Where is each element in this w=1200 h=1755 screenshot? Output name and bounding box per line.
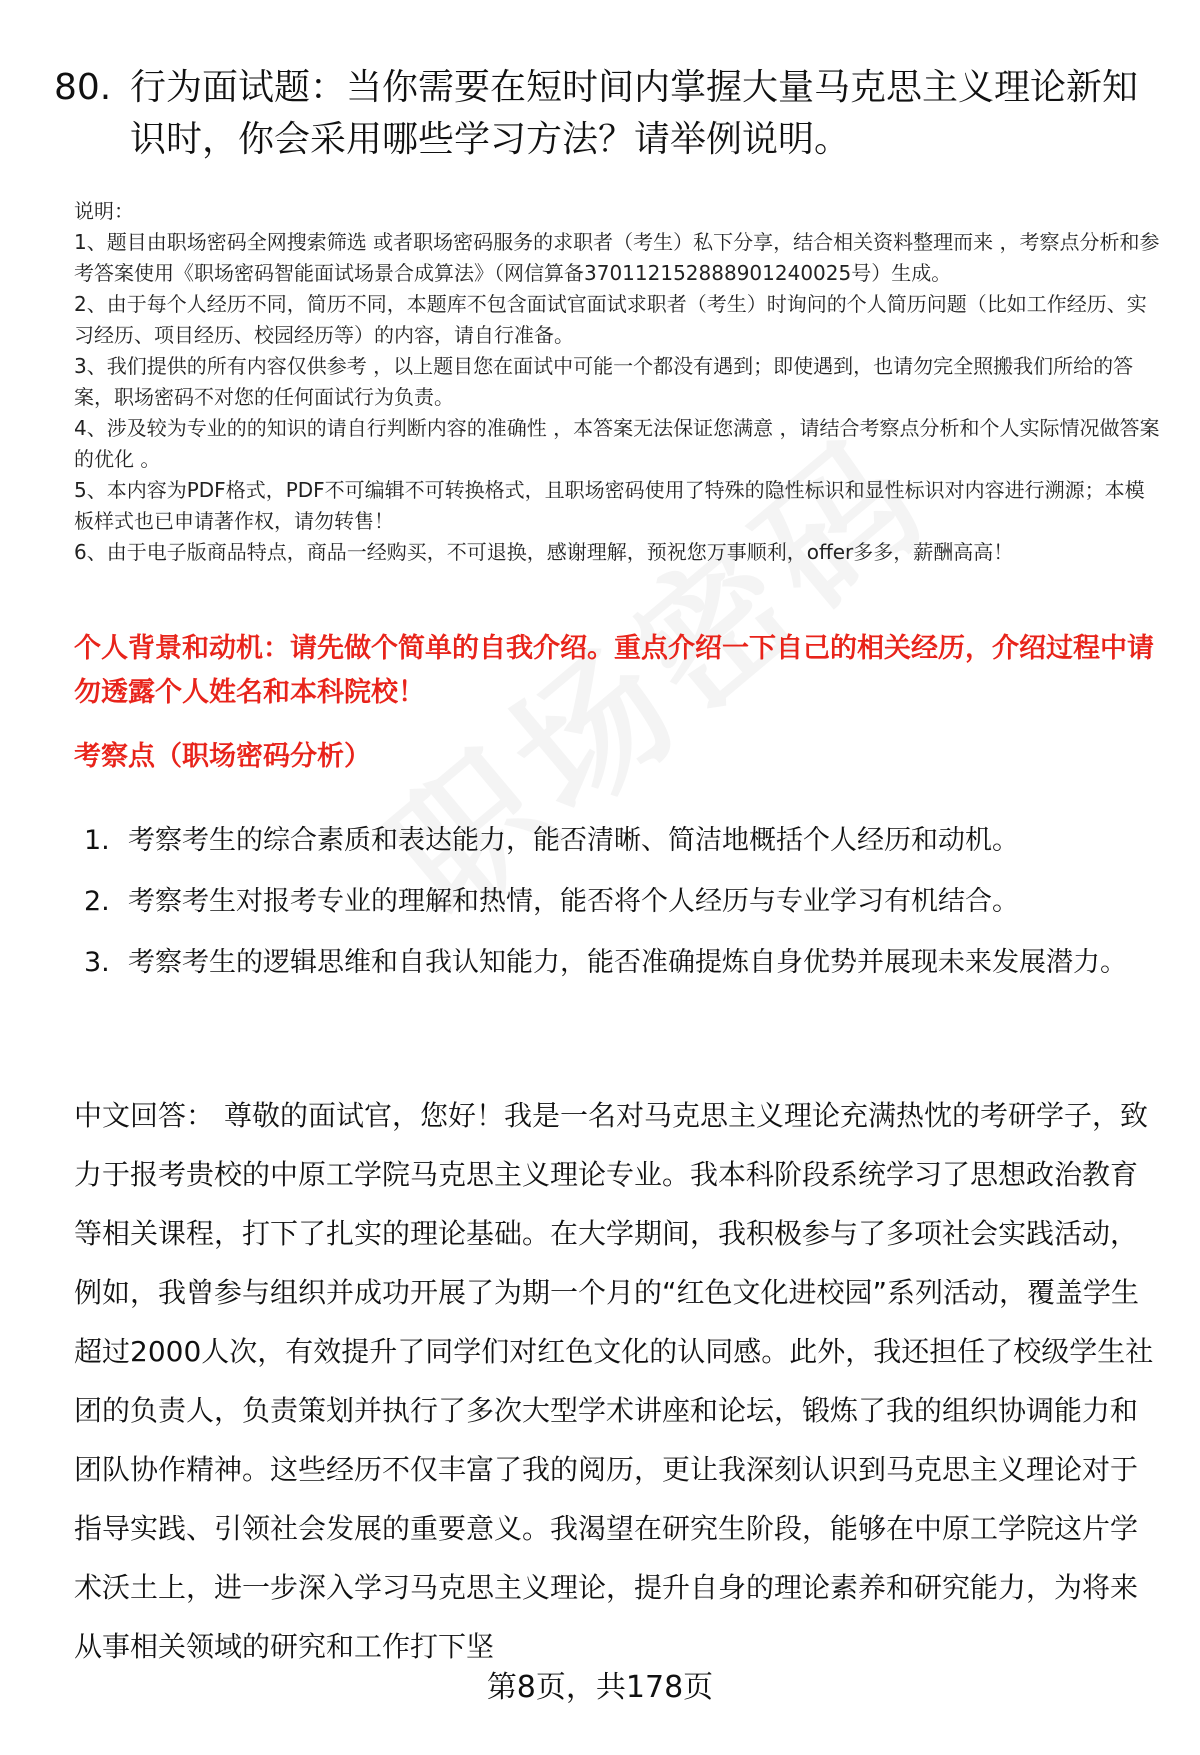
question-text: 行为面试题：当你需要在短时间内掌握大量马克思主义理论新知识时，你会采用哪些学习方法？请举例说明。 xyxy=(130,67,1139,160)
point-number: 3. xyxy=(84,947,110,978)
note-item: 3、我们提供的所有内容仅供参考 ，以上题目您在面试中可能一个都没有遇到；即使遇到，也请勿完全照搬我们所给的答案，职场密码不对您的任何面试行为负责。 xyxy=(74,354,1134,409)
note-item: 2、由于每个人经历不同，简历不同，本题库不包含面试官面试求职者（考生）时询问的个人简历问题（比如工作经历、实习经历、项目经历、校园经历等）的内容，请自行准备。 xyxy=(74,292,1147,347)
note-item: 4、涉及较为专业的的知识的请自行判断内容的准确性 ，本答案无法保证您满意 ，请结合考察点分析和个人实际情况做答案的优化 。 xyxy=(74,416,1160,471)
note-item: 5、本内容为PDF格式，PDF不可编辑不可转换格式，且职场密码使用了特殊的隐性标识和显性标识对内容进行溯源；本模板样式也已申请著作权，请勿转售！ xyxy=(74,478,1145,533)
point-text: 考察考生的综合素质和表达能力，能否清晰、简洁地概括个人经历和动机。 xyxy=(128,825,1019,856)
list-item xyxy=(74,871,1164,932)
analysis-points xyxy=(74,810,1164,993)
note-item: 6、由于电子版商品特点，商品一经购买，不可退换，感谢理解，预祝您万事顺利，offer多多，薪酬高高！ xyxy=(74,540,1014,564)
point-number: 2. xyxy=(84,886,110,917)
question-number: 80. xyxy=(54,67,112,108)
list-item xyxy=(74,810,1164,871)
question-title xyxy=(54,62,1164,166)
point-text: 考察考生对报考专业的理解和热情，能否将个人经历与专业学习有机结合。 xyxy=(128,886,1019,917)
disclaimer-notes xyxy=(74,196,1164,568)
list-item xyxy=(74,932,1164,993)
note-item: 1、题目由职场密码全网搜索筛选 或者职场密码服务的求职者（考生）私下分享，结合相关资料整理而来 ，考察点分析和参考答案使用《职场密码智能面试场景合成算法》（网信算备370112152888901240025号）生成。 xyxy=(74,230,1160,285)
point-number: 1. xyxy=(84,825,110,856)
background-heading: 个人背景和动机：请先做个简单的自我介绍。重点介绍一下自己的相关经历，介绍过程中请勿透露个人姓名和本科院校！ xyxy=(74,633,1154,708)
analysis-label: 考察点（职场密码分析） xyxy=(74,741,371,772)
answer-label: 中文回答： xyxy=(74,1099,215,1132)
answer-paragraph xyxy=(74,1086,1159,1676)
notes-heading: 说明： xyxy=(74,199,134,223)
point-text: 考察考生的逻辑思维和自我认知能力，能否准确提炼自身优势并展现未来发展潜力。 xyxy=(128,947,1127,978)
answer-text: 尊敬的面试官，您好！我是一名对马克思主义理论充满热忱的考研学子，致力于报考贵校的中原工学院马克思主义理论专业。我本科阶段系统学习了思想政治教育等相关课程，打下了扎实的理论基础。在大学期间，我积极参与了多项社会实践活动，例如，我曾参与组织并成功开展了为期一个月的“红色文化进校园”系列活动，覆盖学生超过2000人次，有效提升了同学们对红色文化的认同感。此外，我还担任了校级学生社团的负责人，负责策划并执行了多次大型学术讲座和论坛，锻炼了我的组织协调能力和团队协作精神。这些经历不仅丰富了我的阅历，更让我深刻认识到马克思主义理论对于指导实践、引领社会发展的重要意义。我渴望在研究生阶段，能够在中原工学院这片学术沃土上，进一步深入学习马克思主义理论，提升自身的理论素养和研究能力，为将来从事相关领域的研究和工作打下坚 xyxy=(74,1099,1154,1663)
page-footer: 第8页，共178页 xyxy=(486,1670,714,1705)
